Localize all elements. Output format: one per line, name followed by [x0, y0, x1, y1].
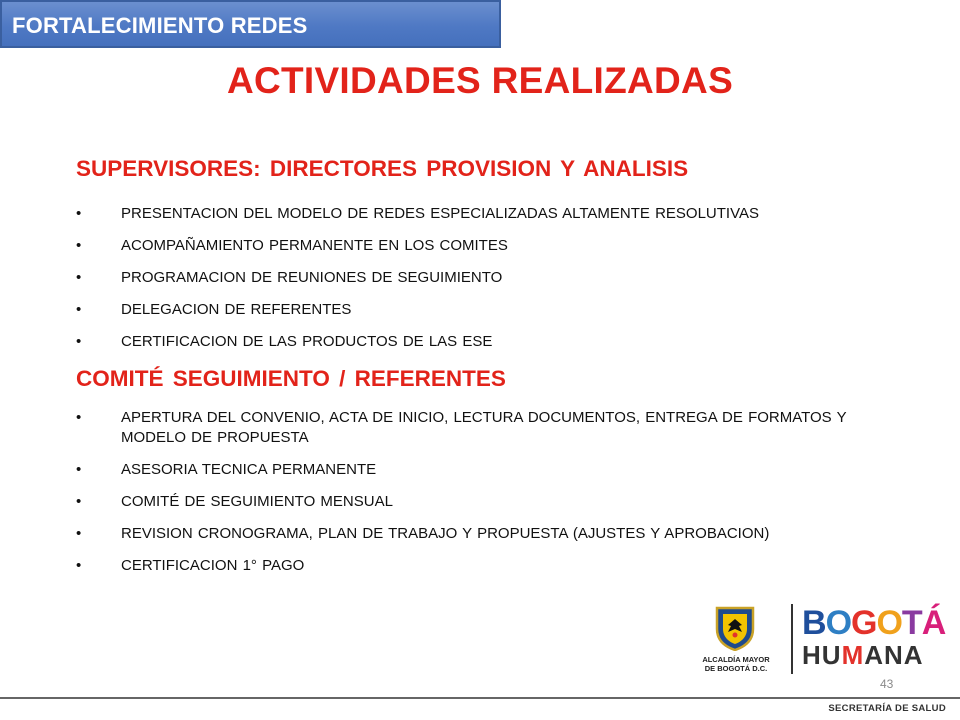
footer-divider — [0, 697, 960, 699]
bullet-icon: • — [76, 301, 82, 318]
list-item-text: PRESENTACION DEL MODELO DE REDES ESPECIALIZADAS ALTAMENTE RESOLUTIVAS — [121, 205, 759, 222]
wordmark-letter: T — [901, 604, 922, 642]
slide-content — [76, 152, 916, 576]
bullet-icon: • — [76, 205, 82, 222]
bullet-icon: • — [76, 461, 82, 478]
list-item-text: ASESORIA TECNICA PERMANENTE — [121, 461, 377, 478]
humana-wordmark — [802, 642, 924, 668]
list-item-text: CERTIFICACION DE LAS PRODUCTOS DE LAS ESE — [121, 333, 493, 350]
logos — [690, 600, 946, 680]
wordmark-letter: O — [825, 604, 852, 642]
bullet-icon: • — [76, 237, 82, 254]
bullet-icon: • — [76, 525, 82, 542]
bullet-icon: • — [76, 557, 82, 574]
supervisores-list — [76, 204, 916, 352]
wordmark-letter: B — [802, 604, 826, 642]
page-number: 43 — [880, 677, 894, 691]
wordmark-letter: Á — [921, 604, 946, 642]
section-heading-comite: COMITÉ SEGUIMIENTO / REFERENTES — [76, 366, 506, 391]
wordmark-letter: A — [864, 640, 885, 670]
alcaldia-line-1: ALCALDÍA MAYOR — [702, 655, 770, 664]
bullet-icon: • — [76, 493, 82, 510]
list-item — [76, 268, 916, 288]
list-item-text: REVISION CRONOGRAMA, PLAN DE TRABAJO Y PROPUESTA (AJUSTES Y APROBACION) — [121, 525, 770, 542]
list-item — [76, 460, 896, 480]
list-item — [76, 204, 916, 224]
list-item-text: CERTIFICACION 1° PAGO — [121, 557, 305, 574]
list-item-text: PROGRAMACION DE REUNIONES DE SEGUIMIENTO — [121, 269, 503, 286]
wordmark-letter: O — [876, 604, 902, 642]
logo-divider — [791, 604, 793, 674]
slide-title: ACTIVIDADES REALIZADAS — [226, 60, 734, 101]
list-item-text: APERTURA DEL CONVENIO, ACTA DE INICIO, LECTURA DOCUMENTOS, ENTREGA DE FORMATOS Y MODELO DE PROPUESTA — [121, 409, 847, 446]
list-item — [76, 408, 896, 448]
wordmark-letter: G — [851, 604, 877, 642]
comite-list — [76, 408, 916, 576]
wordmark-letter: H — [802, 640, 822, 670]
list-item-text: DELEGACION DE REFERENTES — [121, 301, 352, 318]
wordmark-letter: U — [821, 640, 842, 670]
list-item — [76, 556, 896, 576]
wordmark-letter: M — [841, 640, 865, 670]
list-item — [76, 524, 896, 544]
section-heading-supervisores: SUPERVISORES: DIRECTORES PROVISION Y ANALISIS — [76, 156, 689, 181]
list-item — [76, 300, 916, 320]
wordmark-letter: N — [884, 640, 904, 670]
bullet-icon: • — [76, 333, 82, 350]
bullet-icon: • — [76, 269, 82, 286]
list-item-text: ACOMPAÑAMIENTO PERMANENTE EN LOS COMITES — [121, 237, 508, 254]
list-item — [76, 332, 916, 352]
wordmark-letter: A — [903, 640, 924, 670]
list-item — [76, 236, 916, 256]
alcaldia-label — [690, 655, 782, 673]
coat-of-arms-icon — [714, 605, 756, 651]
alcaldia-line-2: DE BOGOTÁ D.C. — [704, 664, 768, 673]
list-item-text: COMITÉ DE SEGUIMIENTO MENSUAL — [121, 493, 393, 510]
bogota-wordmark — [802, 606, 945, 640]
list-item — [76, 492, 896, 512]
section-tag: FORTALECIMIENTO REDES — [0, 0, 501, 48]
bullet-icon: • — [76, 409, 82, 426]
footer-department: SECRETARÍA DE SALUD — [828, 703, 946, 714]
